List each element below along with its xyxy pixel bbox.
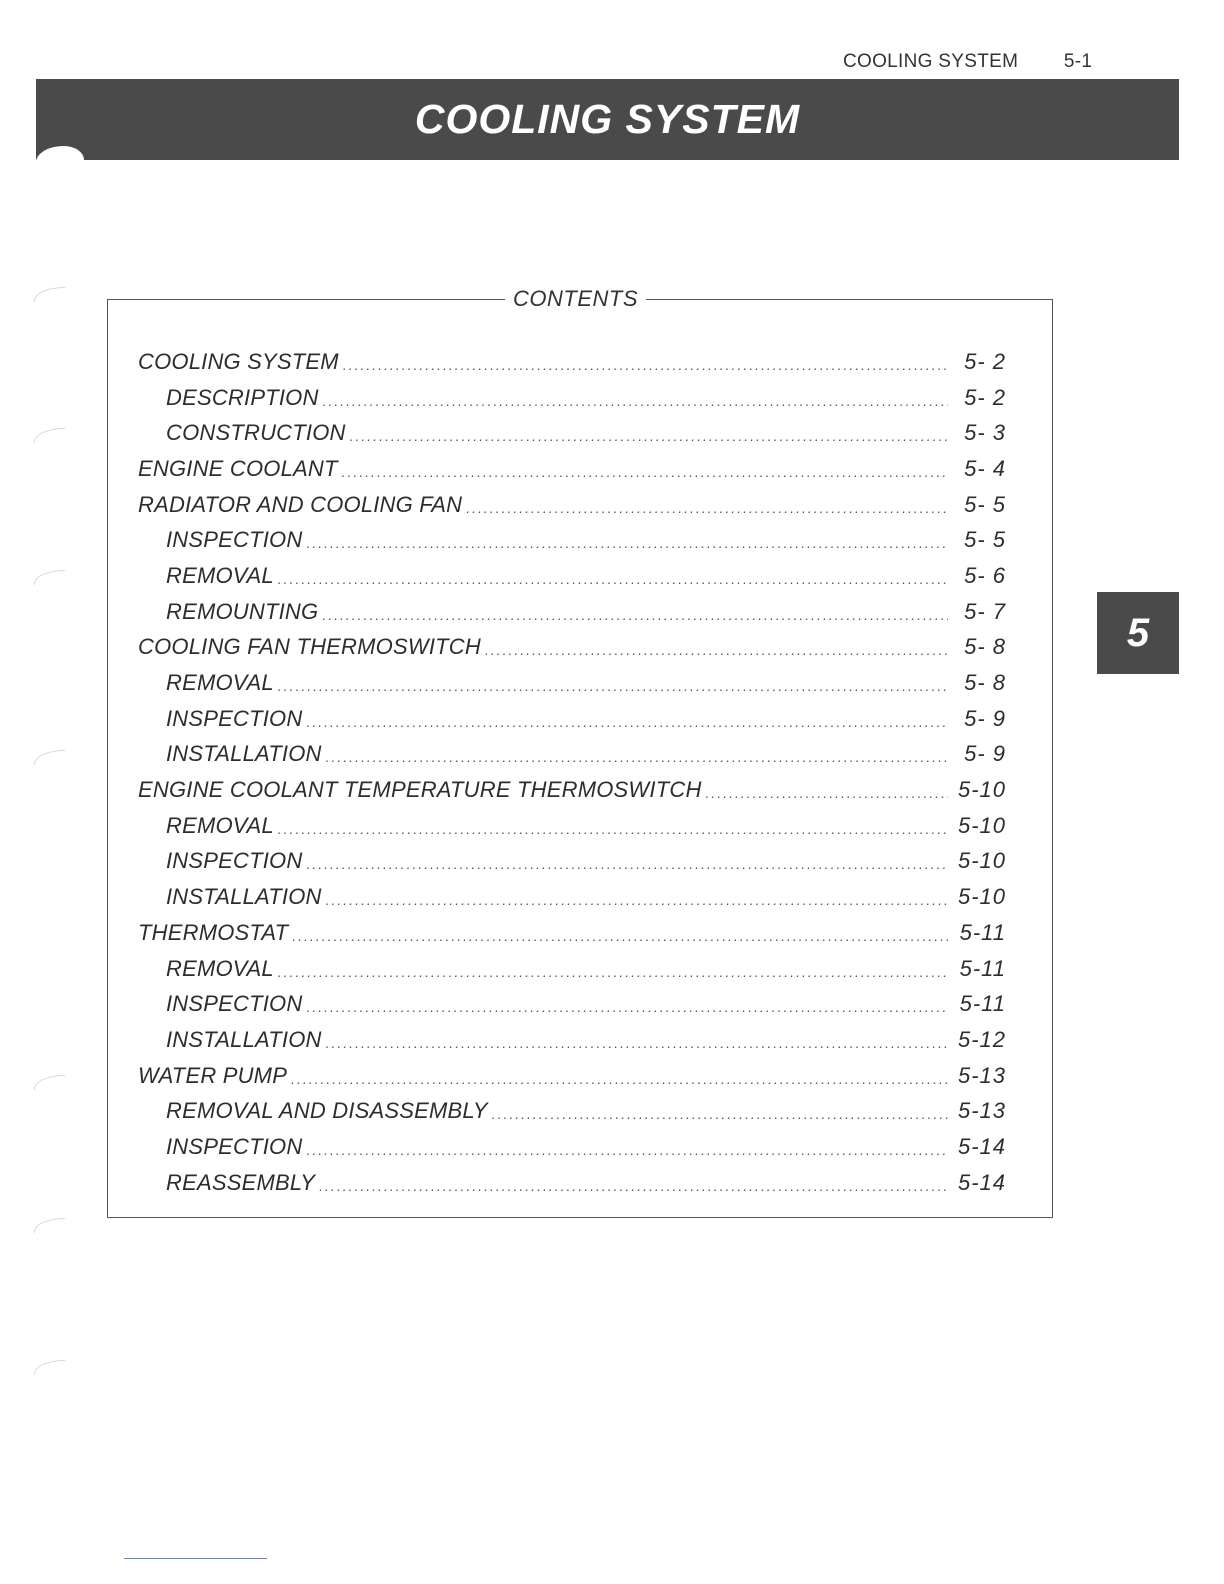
toc-leader-dots — [322, 607, 948, 623]
toc-entry-label: ENGINE COOLANT TEMPERATURE THERMOSWITCH — [138, 777, 702, 803]
toc-entry[interactable] — [138, 451, 1006, 487]
binder-hole-mark — [34, 570, 65, 585]
toc-entry[interactable] — [138, 380, 1006, 416]
toc-entry-page: 5-10 — [957, 812, 1006, 838]
toc-entry-page: 5- 8 — [964, 634, 1006, 660]
toc-entry-label: REMOUNTING — [166, 598, 319, 624]
binder-hole-mark — [34, 1360, 65, 1375]
toc-entry-label: REMOVAL — [166, 670, 274, 696]
toc-entry-label: ENGINE COOLANT — [138, 455, 338, 481]
toc-entry-label: REMOVAL — [166, 562, 274, 588]
binder-hole-mark — [34, 750, 65, 765]
toc-leader-dots — [292, 928, 948, 944]
toc-entry-page: 5- 4 — [964, 455, 1006, 481]
toc-entry-label: REASSEMBLY — [166, 1169, 316, 1195]
toc-entry-label: INSTALLATION — [166, 884, 322, 910]
toc-entry[interactable] — [138, 594, 1006, 630]
toc-entry-page: 5- 7 — [964, 598, 1006, 624]
toc-leader-dots — [319, 1178, 948, 1194]
toc-entry-label: REMOVAL AND DISASSEMBLY — [166, 1098, 488, 1124]
toc-entry-page: 5- 2 — [964, 348, 1006, 374]
toc-entry[interactable] — [138, 844, 1006, 880]
toc-entry-label: INSTALLATION — [166, 1026, 322, 1052]
toc-entry[interactable] — [138, 487, 1006, 523]
toc-entry-label: INSPECTION — [166, 991, 303, 1017]
toc-entry-label: INSPECTION — [166, 848, 303, 874]
binder-hole-mark — [34, 287, 65, 302]
toc-entry-page: 5- 9 — [964, 705, 1006, 731]
table-of-contents — [138, 344, 1006, 1201]
toc-entry-label: INSPECTION — [166, 1133, 303, 1159]
toc-entry-label: INSPECTION — [166, 527, 303, 553]
chapter-tab: 5 — [1097, 592, 1179, 674]
running-header — [843, 51, 1092, 73]
toc-entry[interactable] — [138, 951, 1006, 987]
toc-entry[interactable] — [138, 1165, 1006, 1201]
toc-entry-page: 5- 5 — [964, 491, 1006, 517]
title-bar-corner-notch — [36, 146, 84, 172]
toc-entry-page: 5- 9 — [964, 741, 1006, 767]
toc-leader-dots — [466, 500, 948, 516]
toc-leader-dots — [326, 892, 948, 908]
toc-entry[interactable] — [138, 808, 1006, 844]
running-header-page-number: 5-1 — [1063, 51, 1093, 72]
toc-entry-page: 5-11 — [959, 991, 1006, 1017]
toc-entry[interactable] — [138, 772, 1006, 808]
toc-entry[interactable] — [138, 665, 1006, 701]
toc-leader-dots — [492, 1106, 948, 1122]
toc-entry-page: 5-13 — [957, 1098, 1006, 1124]
toc-entry[interactable] — [138, 1022, 1006, 1058]
toc-leader-dots — [485, 642, 948, 658]
toc-entry-page: 5- 6 — [964, 562, 1006, 588]
toc-entry-page: 5- 2 — [964, 384, 1006, 410]
toc-entry[interactable] — [138, 915, 1006, 951]
toc-entry-page: 5- 5 — [964, 527, 1006, 553]
toc-entry-page: 5-11 — [959, 919, 1006, 945]
toc-leader-dots — [342, 464, 948, 480]
toc-entry-label: RADIATOR AND COOLING FAN — [138, 491, 463, 517]
toc-entry-page: 5- 3 — [964, 420, 1006, 446]
toc-entry-page: 5-10 — [957, 848, 1006, 874]
toc-entry[interactable] — [138, 415, 1006, 451]
chapter-title: COOLING SYSTEM — [414, 96, 801, 142]
toc-entry-page: 5- 8 — [964, 670, 1006, 696]
toc-entry[interactable] — [138, 701, 1006, 737]
toc-leader-dots — [343, 357, 948, 373]
toc-entry-page: 5-10 — [957, 777, 1006, 803]
toc-entry-label: THERMOSTAT — [138, 919, 289, 945]
toc-entry-label: INSTALLATION — [166, 741, 322, 767]
toc-leader-dots — [326, 1035, 948, 1051]
toc-entry-label: REMOVAL — [166, 812, 274, 838]
toc-leader-dots — [306, 856, 948, 872]
toc-entry-page: 5-11 — [959, 955, 1006, 981]
toc-entry[interactable] — [138, 879, 1006, 915]
toc-leader-dots — [306, 714, 948, 730]
chapter-title-bar — [36, 79, 1179, 160]
toc-entry-page: 5-14 — [957, 1169, 1006, 1195]
toc-leader-dots — [306, 999, 948, 1015]
toc-entry-page: 5-14 — [957, 1133, 1006, 1159]
toc-leader-dots — [326, 749, 948, 765]
toc-entry-label: COOLING SYSTEM — [138, 348, 339, 374]
toc-entry-label: COOLING FAN THERMOSWITCH — [138, 634, 481, 660]
toc-entry-label: DESCRIPTION — [166, 384, 319, 410]
toc-entry[interactable] — [138, 1129, 1006, 1165]
toc-entry[interactable] — [138, 344, 1006, 380]
toc-leader-dots — [278, 678, 948, 694]
footer-rule — [124, 1558, 267, 1559]
toc-leader-dots — [291, 1071, 948, 1087]
binder-hole-mark — [34, 428, 65, 443]
toc-entry[interactable] — [138, 737, 1006, 773]
running-header-section: COOLING SYSTEM — [843, 51, 1019, 72]
toc-leader-dots — [706, 785, 948, 801]
toc-entry-page: 5-13 — [957, 1062, 1006, 1088]
toc-entry-label: INSPECTION — [166, 705, 303, 731]
binder-hole-mark — [34, 1075, 65, 1090]
toc-entry-page: 5-10 — [957, 884, 1006, 910]
toc-leader-dots — [278, 964, 948, 980]
toc-leader-dots — [306, 535, 948, 551]
contents-heading: CONTENTS — [505, 286, 646, 312]
toc-leader-dots — [306, 1142, 948, 1158]
toc-leader-dots — [278, 821, 948, 837]
toc-entry[interactable] — [138, 630, 1006, 666]
toc-entry-page: 5-12 — [957, 1026, 1006, 1052]
toc-leader-dots — [278, 571, 948, 587]
toc-entry-label: CONSTRUCTION — [166, 420, 346, 446]
toc-entry-label: REMOVAL — [166, 955, 274, 981]
toc-entry[interactable] — [138, 986, 1006, 1022]
toc-entry[interactable] — [138, 1058, 1006, 1094]
toc-entry[interactable] — [138, 558, 1006, 594]
binder-hole-mark — [34, 1218, 65, 1233]
toc-entry[interactable] — [138, 522, 1006, 558]
toc-leader-dots — [323, 393, 948, 409]
toc-entry[interactable] — [138, 1093, 1006, 1129]
toc-entry-label: WATER PUMP — [138, 1062, 288, 1088]
toc-leader-dots — [350, 428, 948, 444]
